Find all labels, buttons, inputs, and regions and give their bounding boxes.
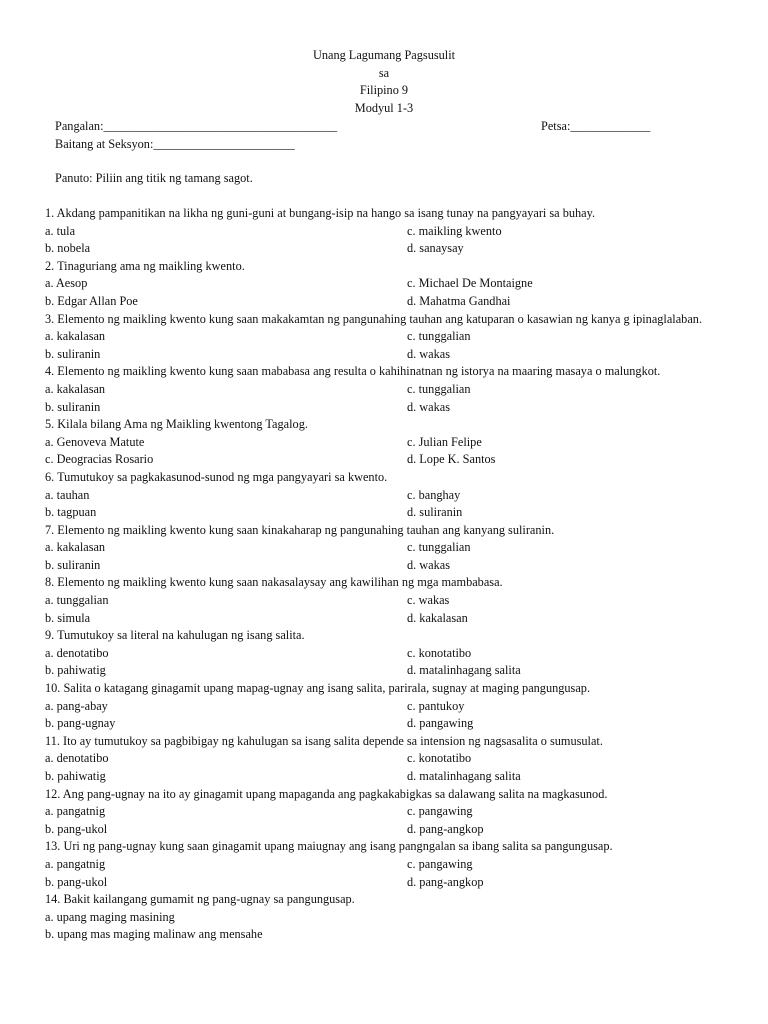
question-text: 10. Salita o katagang ginagamit upang mapag-ugnay ang isang salita, parirala, sugnay at maging pangungusap.	[45, 681, 591, 696]
answer-choices	[45, 592, 757, 627]
answer-choices	[45, 381, 757, 416]
answer-choices	[45, 275, 757, 310]
question-text: 5. Kilala bilang Ama ng Maikling kwentong Tagalog.	[45, 417, 308, 432]
question-text: 4. Elemento ng maikling kwento kung saan mababasa ang resulta o kahihinatnan ng istorya na maaring masaya o malungkot.	[45, 364, 661, 379]
answer-choice: b. pang-ukol	[45, 821, 108, 836]
answer-choice: c. Michael De Montaigne	[407, 276, 533, 291]
quiz-module: Modyul 1-3	[354, 100, 414, 115]
date-field: Petsa:_____________	[541, 119, 651, 133]
answer-choice: b. upang mas maging malinaw ang mensahe	[45, 927, 263, 942]
question-item	[45, 786, 757, 839]
answer-choice: d. pang-angkop	[407, 821, 484, 836]
answer-choice: b. pahiwatig	[45, 663, 106, 678]
answer-choices	[45, 750, 757, 785]
answer-choice: c. tunggalian	[407, 329, 471, 344]
question-text: 13. Uri ng pang-ugnay kung saan ginagamit upang maiugnay ang isang pangngalan sa ibang salita sa pangungusap.	[45, 839, 613, 854]
section-field: Baitang at Seksyon:_______________________	[55, 136, 295, 151]
answer-choices	[45, 803, 757, 838]
answer-choice: b. tagpuan	[45, 505, 97, 520]
answer-choices	[45, 328, 757, 363]
question-text: 11. Ito ay tumutukoy sa pagbibigay ng kahulugan sa isang salita depende sa intension ng nagsasalita o sumusulat.	[45, 733, 603, 748]
answer-choice: d. Lope K. Santos	[407, 452, 496, 467]
question-item	[45, 522, 757, 575]
answer-choice: b. Edgar Allan Poe	[45, 293, 138, 308]
answer-choice: a. tauhan	[45, 487, 90, 502]
quiz-subject: Filipino 9	[359, 83, 409, 98]
answer-choices	[45, 909, 757, 944]
answer-choice: b. pahiwatig	[45, 769, 106, 783]
answer-choice: d. kakalasan	[407, 610, 468, 625]
answer-choice: a. Genoveva Matute	[45, 434, 145, 449]
answer-choice: c. konotatibo	[407, 645, 472, 660]
answer-choices	[45, 645, 757, 680]
answer-choice: a. pangatnig	[45, 804, 106, 819]
answer-choice: a. denotatibo	[45, 645, 109, 660]
answer-choice: c. konotatibo	[407, 751, 472, 766]
answer-choices	[45, 539, 757, 574]
answer-choice: a. kakalasan	[45, 329, 106, 344]
answer-choice: d. wakas	[407, 399, 451, 414]
answer-choice: a. kakalasan	[45, 540, 106, 555]
question-text: 6. Tumutukoy sa pagkakasunod-sunod ng mga pangyayari sa kwento.	[45, 469, 388, 484]
question-item	[45, 838, 757, 891]
document-header	[0, 47, 768, 117]
answer-choice: c. tunggalian	[407, 540, 471, 555]
question-text: 9. Tumutukoy sa literal na kahulugan ng isang salita.	[45, 628, 305, 643]
answer-choice: c. Deogracias Rosario	[45, 452, 154, 467]
question-item	[45, 258, 757, 311]
answer-choice: a. tunggalian	[45, 593, 109, 608]
answer-choice: b. nobela	[45, 241, 91, 256]
answer-choice: b. suliranin	[45, 557, 101, 572]
answer-choices	[45, 856, 757, 891]
answer-choice: d. wakas	[407, 557, 451, 572]
answer-choices	[45, 434, 757, 469]
question-text: 12. Ang pang-ugnay na ito ay ginagamit upang mapaganda ang pagkakabigkas sa dalawang salita na magkasunod.	[45, 786, 608, 801]
answer-choice: a. pang-abay	[45, 698, 108, 713]
answer-choice: b. suliranin	[45, 399, 101, 414]
answer-choice: c. pantukoy	[407, 698, 465, 713]
answer-choices	[45, 698, 757, 733]
answer-choice: a. denotatibo	[45, 751, 109, 766]
answer-choice: b. simula	[45, 610, 91, 625]
question-item	[45, 469, 757, 522]
question-item	[45, 311, 757, 364]
question-item	[45, 891, 757, 944]
answer-choice: c. maikling kwento	[407, 223, 502, 238]
quiz-title: Unang Lagumang Pagsusulit	[312, 48, 456, 62]
name-field: Pangalan:______________________________________	[55, 119, 338, 133]
answer-choice: b. suliranin	[45, 346, 101, 361]
question-text: 3. Elemento ng maikling kwento kung saan makakamtan ng pangunahing tauhan ang katuparan o kasawian ng kanya g ipinaglalaban.	[45, 311, 703, 326]
question-item	[45, 363, 757, 416]
question-item	[45, 733, 757, 786]
answer-choices	[45, 223, 757, 258]
answer-choice: a. pangatnig	[45, 856, 106, 871]
answer-choices	[45, 487, 757, 522]
answer-choice: c. banghay	[407, 487, 461, 502]
answer-choice: d. wakas	[407, 346, 451, 361]
question-text: 7. Elemento ng maikling kwento kung saan kinakaharap ng pangunahing tauhan ang kanyang suliranin.	[45, 522, 555, 537]
question-item	[45, 627, 757, 680]
question-item	[45, 680, 757, 733]
answer-choice: a. upang maging masining	[45, 909, 175, 924]
answer-choice: a. tula	[45, 223, 76, 238]
question-text: 2. Tinaguriang ama ng maikling kwento.	[45, 258, 245, 273]
question-list	[45, 205, 757, 944]
answer-choice: c. Julian Felipe	[407, 434, 482, 449]
instructions: Panuto: Piliin ang titik ng tamang sagot.	[55, 171, 253, 185]
question-item	[45, 205, 757, 258]
answer-choice: c. pangawing	[407, 804, 473, 819]
answer-choice: d. matalinhagang salita	[407, 769, 521, 783]
answer-choice: d. sanaysay	[407, 241, 464, 256]
answer-choice: d. Mahatma Gandhai	[407, 293, 511, 308]
question-text: 14. Bakit kailangang gumamit ng pang-ugnay sa pangungusap.	[45, 892, 355, 907]
question-text: 8. Elemento ng maikling kwento kung saan nakasalaysay ang kawilihan ng mga mambabasa.	[45, 575, 503, 590]
quiz-title-sa: sa	[378, 65, 390, 80]
answer-choice: a. Aesop	[45, 276, 88, 291]
answer-choice: c. pangawing	[407, 856, 473, 871]
answer-choice: b. pang-ukol	[45, 874, 108, 889]
answer-choice: d. pangawing	[407, 716, 474, 731]
answer-choice: c. wakas	[407, 593, 450, 608]
answer-choice: b. pang-ugnay	[45, 716, 116, 731]
answer-choice: d. pang-angkop	[407, 874, 484, 889]
answer-choice: d. suliranin	[407, 505, 463, 520]
answer-choice: a. kakalasan	[45, 381, 106, 396]
question-item	[45, 574, 757, 627]
answer-choice: c. tunggalian	[407, 381, 471, 396]
question-text: 1. Akdang pampanitikan na likha ng guni-guni at bungang-isip na hango sa isang tunay na pangyayari sa buhay.	[45, 206, 596, 220]
question-item	[45, 416, 757, 469]
answer-choice: d. matalinhagang salita	[407, 663, 521, 678]
